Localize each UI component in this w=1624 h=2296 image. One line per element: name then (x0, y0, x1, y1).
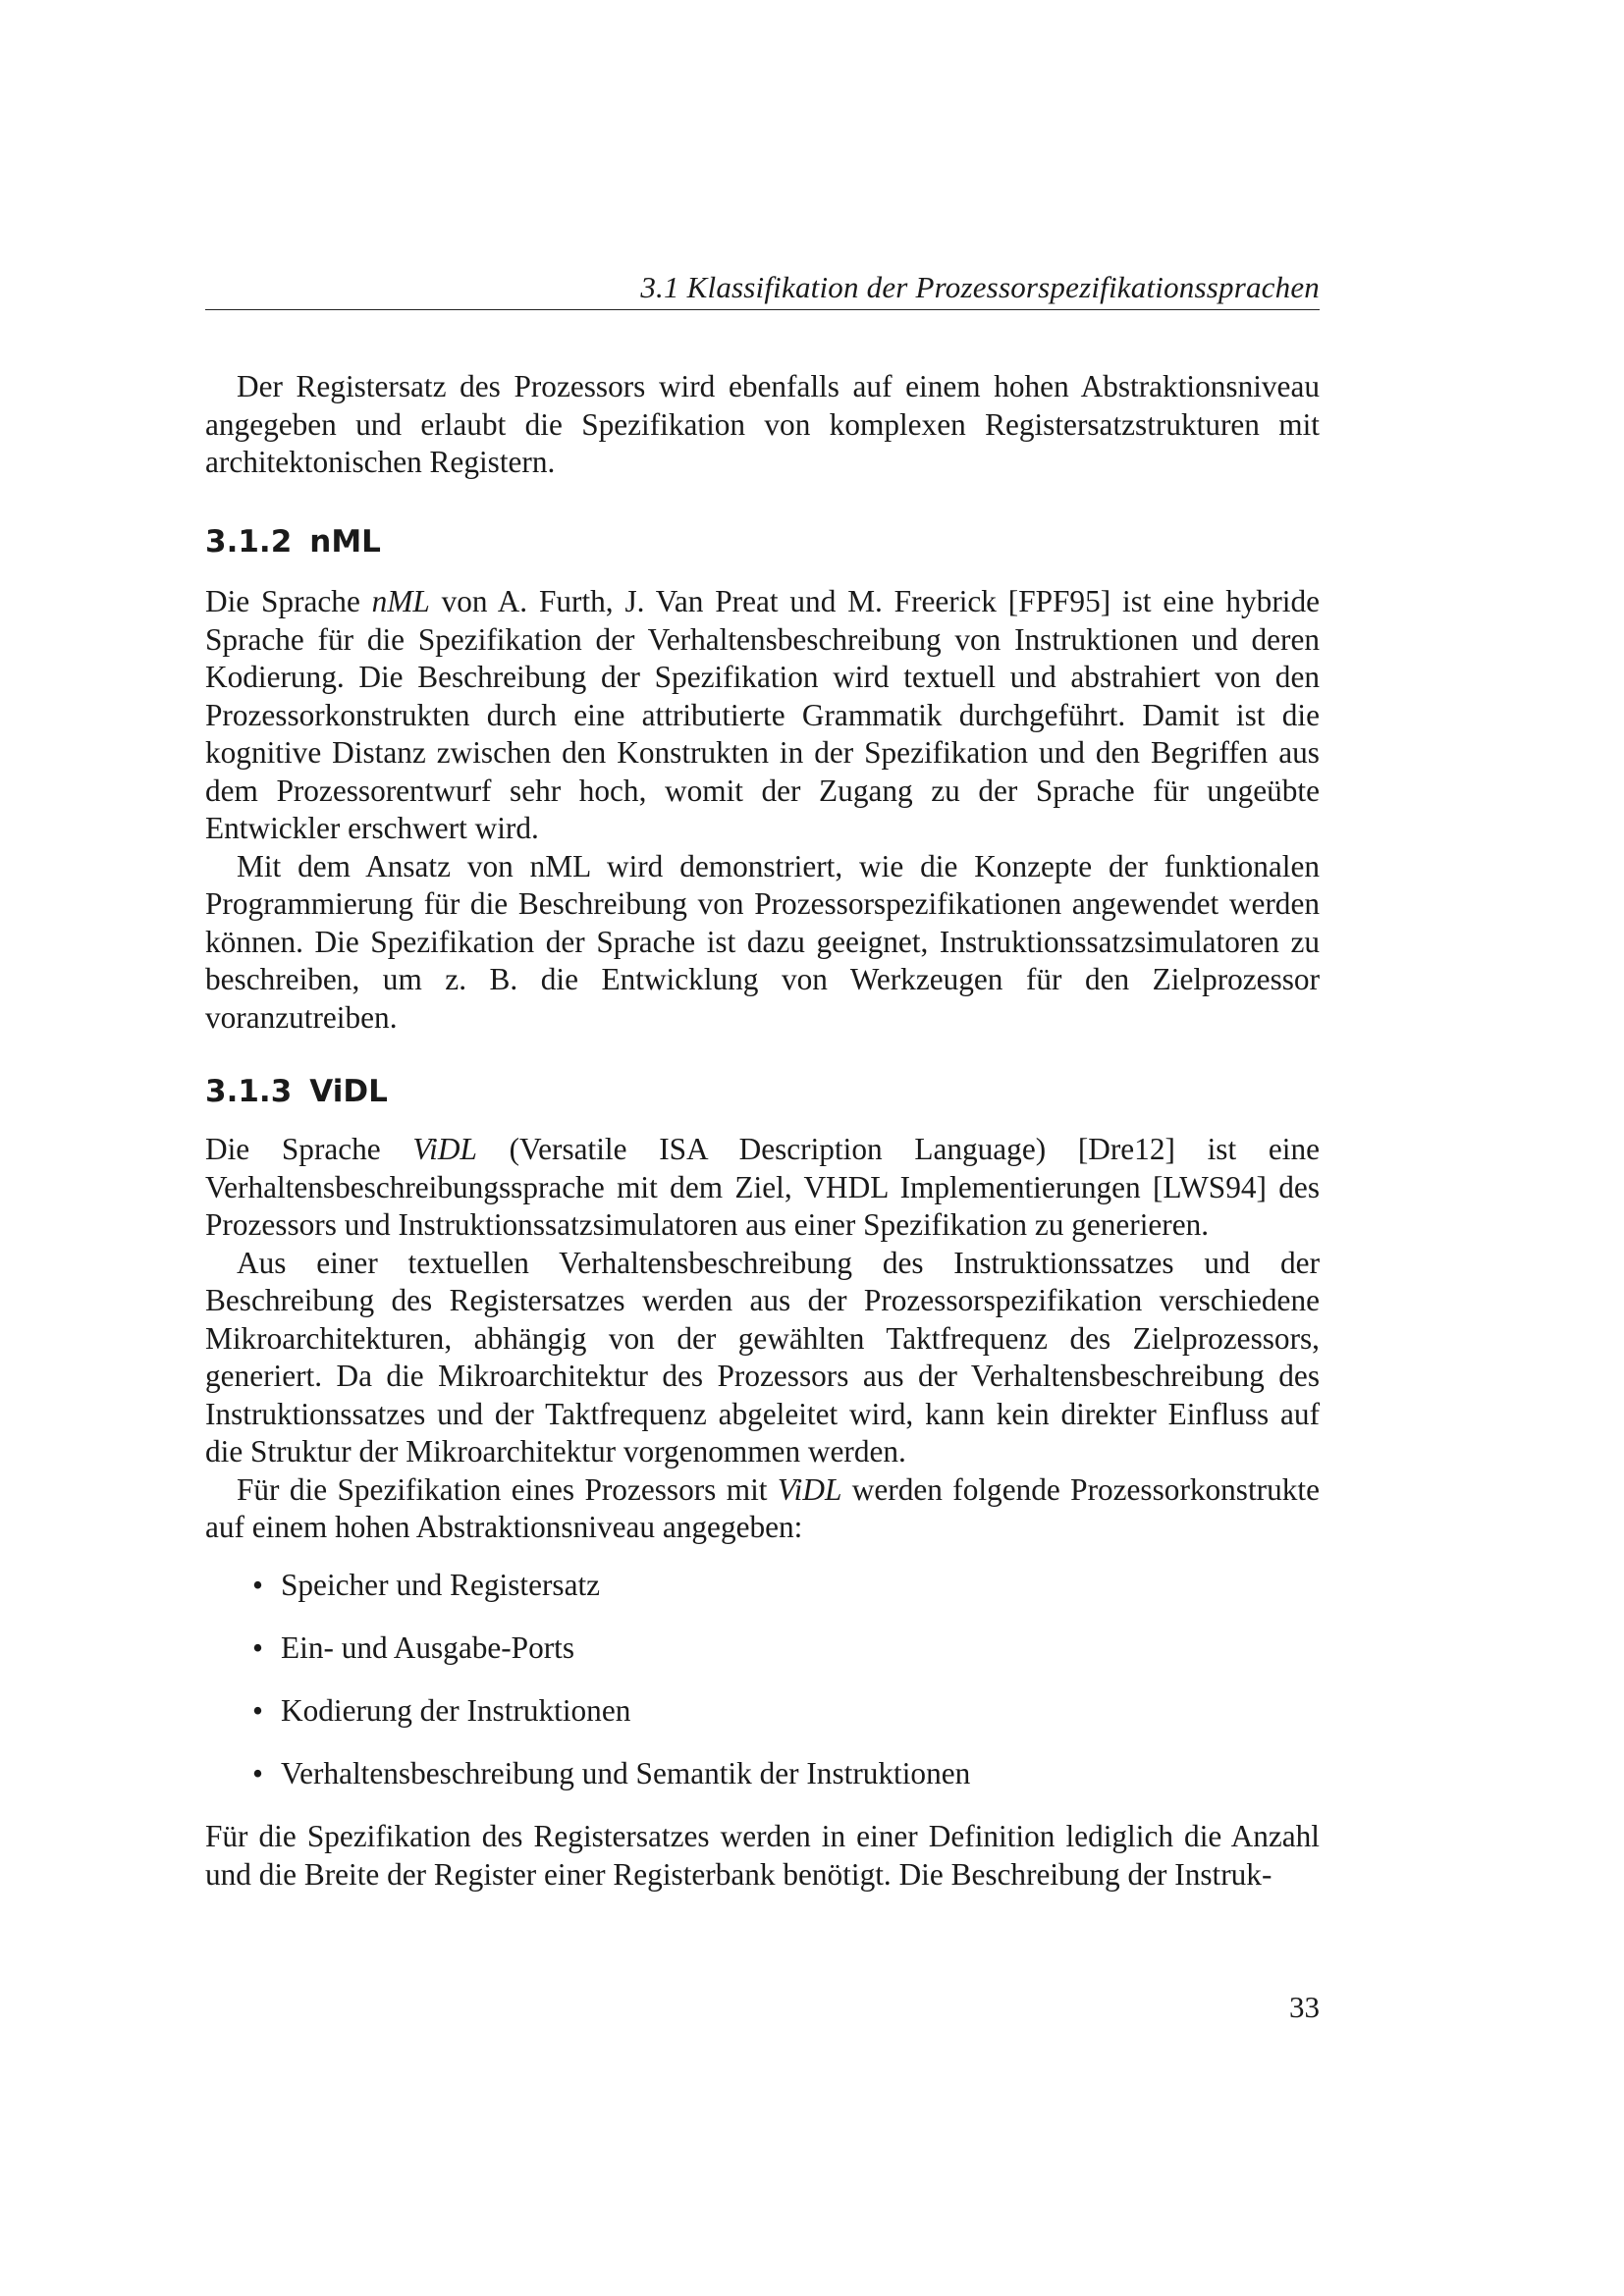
header-rule (205, 309, 1320, 310)
section-title: nML (309, 524, 381, 560)
nml-body (205, 583, 1320, 1037)
vidl-paragraph-2: Aus einer textuellen Verhaltensbeschreibung des Instruktionssatzes und der Beschreibung des Registersatzes werden aus der Prozessorspezifikation verschiedene Mikroarchitekturen, abhängig von der gewählten Taktfrequenz des Zielprozessors, generiert. Da die Mikroarchitektur des Prozessors aus der Verhaltensbeschreibung des Instruktionssatzes und der Taktfrequenz abgeleitet wird, kann kein direkter Einfluss auf die Struktur der Mikroarchitektur vorgenommen werden. (205, 1245, 1320, 1468)
text-run: werden folgende Prozessorkonstrukte auf einem hohen Abstraktionsniveau angegeben: (205, 1471, 1320, 1544)
section-number: 3.1.3 (205, 1074, 293, 1109)
intro-block (205, 368, 1320, 482)
text-run: Die Sprache (205, 584, 372, 618)
closing-paragraph: Für die Spezifikation des Registersatzes werden in einer Definition lediglich die Anzahl und die Breite der Register einer Registerbank benötigt. Die Beschreibung der Instruk- (205, 1819, 1320, 1892)
list-item (205, 1755, 1320, 1818)
intro-paragraph: Der Registersatz des Prozessors wird ebenfalls auf einem hohen Abstraktionsniveau angegeben und erlaubt die Spezifikation von komplexen Registersatzstrukturen mit architektonischen Registern. (205, 369, 1320, 479)
emphasis-vidl: ViDL (777, 1471, 842, 1507)
list-item-text: Ein- und Ausgabe-Ports (281, 1630, 575, 1665)
bullet-icon: • (252, 1693, 263, 1728)
running-head (205, 268, 1320, 307)
emphasis-nml: nML (371, 584, 430, 618)
bullet-icon: • (252, 1756, 263, 1790)
list-item-text: Verhaltensbeschreibung und Semantik der Instruktionen (281, 1756, 971, 1790)
running-head-title: Klassifikation der Prozessorspezifikationssprachen (686, 270, 1320, 304)
emphasis-vidl: ViDL (412, 1132, 477, 1166)
closing-block (205, 1818, 1320, 1894)
vidl-body (205, 1131, 1320, 1547)
text-run: von A. Furth, J. Van Preat und M. Freerick [FPF95] ist eine hybride Sprache für die Spezifikation der Verhaltensbeschreibung von Instruktionen und deren Kodierung. Die Beschreibung der Spezifikation wird textuell und abstrahiert von den Prozessorkonstrukten durch eine attributierte Grammatik durchgeführt. Damit ist die kognitive Distanz zwischen den Konstrukten in der Spezifikation und den Begriffen aus dem Prozessorentwurf sehr hoch, womit der Zugang zu der Sprache für ungeübte Entwickler erschwert wird. (205, 584, 1320, 845)
list-item-text: Speicher und Registersatz (281, 1568, 601, 1602)
text-run: (Versatile ISA Description Language) [Dre12] ist eine Verhaltensbeschreibungssprache mit dem Ziel, VHDL Implementierungen [LWS94] des Prozessors und Instruktionssatzsimulatoren aus einer Spezifikation zu generieren. (205, 1132, 1320, 1242)
list-item (205, 1567, 1320, 1629)
bullet-icon: • (252, 1568, 263, 1602)
section-number: 3.1.2 (205, 524, 293, 560)
list-item-text: Kodierung der Instruktionen (281, 1693, 631, 1728)
text-run: Für die Spezifikation eines Prozessors mit (237, 1471, 778, 1507)
list-item (205, 1629, 1320, 1692)
section-title: ViDL (309, 1074, 388, 1109)
nml-paragraph-2: Mit dem Ansatz von nML wird demonstriert, wie die Konzepte der funktionalen Programmierung für die Beschreibung von Prozessorspezifikationen angewendet werden können. Die Spezifikation der Sprache ist dazu geeignet, Instruktionssatzsimulatoren zu beschreiben, um z. B. die Entwicklung von Werkzeugen für den Zielprozessor voranzutreiben. (205, 848, 1320, 1035)
section-heading-vidl (205, 1072, 388, 1111)
page-number: 33 (1289, 1990, 1320, 2024)
vidl-paragraph-3 (205, 1471, 1320, 1547)
section-heading-nml (205, 522, 381, 561)
nml-paragraph-1 (205, 583, 1320, 848)
list-item (205, 1692, 1320, 1755)
bullet-icon: • (252, 1630, 263, 1665)
bullet-list (205, 1567, 1320, 1818)
vidl-paragraph-1 (205, 1131, 1320, 1245)
running-head-number: 3.1 (640, 270, 679, 304)
text-run: Die Sprache (205, 1132, 413, 1166)
